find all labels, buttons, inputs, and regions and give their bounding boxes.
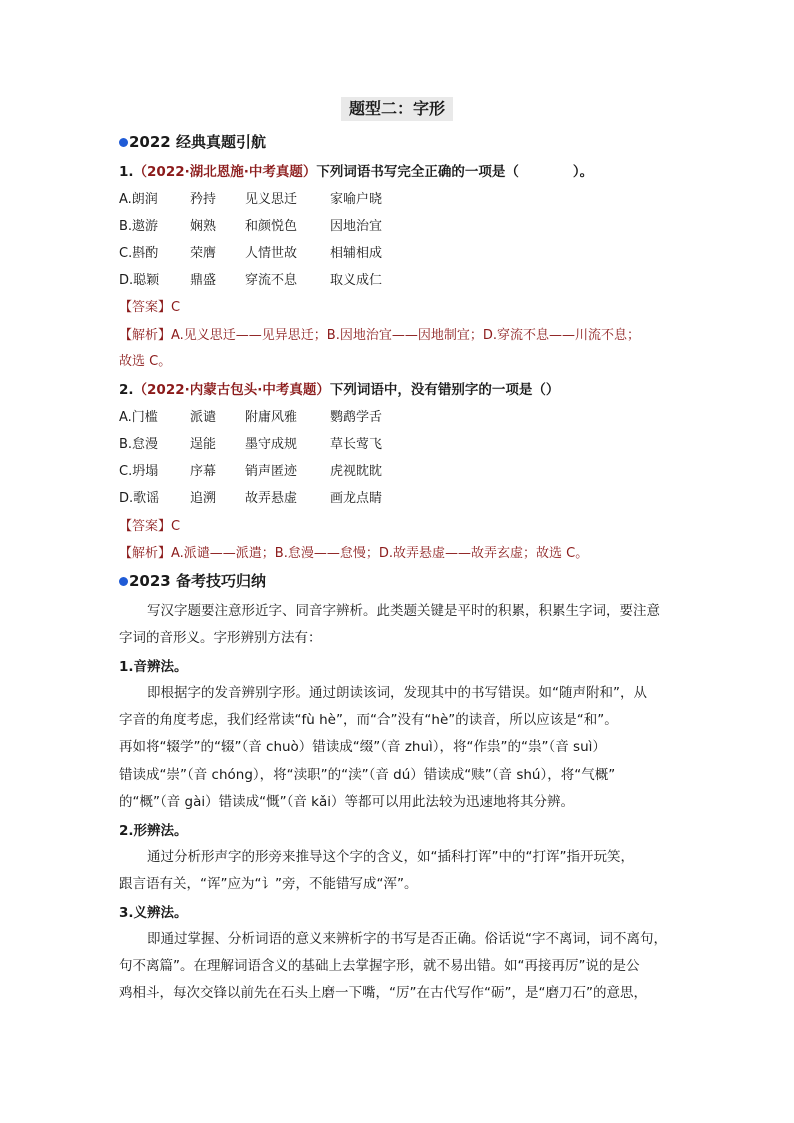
section-heading-tips <box>119 570 266 592</box>
option-cell: D.聪颖 <box>119 273 160 288</box>
section-heading-classic-questions <box>119 131 266 153</box>
paragraph-line: 鸡相斗，每次交锋以前先在石头上磨一下嘴，“厉”在古代写作“砺”，是“磨刀石”的意思， <box>119 985 647 1002</box>
option-cell: 取义成仁 <box>330 273 383 288</box>
option-row <box>119 217 679 237</box>
paragraph-line: 字音的角度考虑，我们经常读“fù hè”，而“合”没有“hè”的读音，所以应该是“和”。 <box>119 712 618 729</box>
paragraph-line: 字词的音形义。字形辨别方法有： <box>119 630 322 647</box>
option-cell: 派谴 <box>190 410 217 425</box>
analysis-text: 【解析】A.派谴——派遣；B.怠漫——怠慢；D.故弄悬虚——故弄玄虚；故选 C。 <box>119 546 589 561</box>
answer-label: 【答案】C <box>119 519 181 534</box>
option-cell: 穿流不息 <box>245 273 298 288</box>
bullet-dot-icon <box>119 577 128 586</box>
answer-label: 【答案】C <box>119 300 181 315</box>
option-cell: 虎视眈眈 <box>330 464 383 479</box>
option-cell: 家喻户晓 <box>330 192 383 207</box>
option-cell: 相辅相成 <box>330 246 383 261</box>
question-number: 2. <box>119 382 134 398</box>
question-source: （2022·内蒙古包头·中考真题） <box>133 382 330 398</box>
method-2-paragraph <box>119 844 679 898</box>
paragraph-line: 通过分析形声字的形旁来推导这个字的含义，如“插科打诨”中的“打诨”指开玩笑， <box>147 849 634 865</box>
method-1-heading: 1.音辨法。 <box>119 659 188 675</box>
bullet-dot-icon <box>119 138 128 147</box>
question-text: 下列词语中，没有错别字的一项是（） <box>329 382 560 398</box>
option-cell: 序幕 <box>190 464 217 479</box>
paragraph-line: 句不离篇”。在理解词语含义的基础上去掌握字形，就不易出错。如“再接再厉”说的是公 <box>119 958 640 975</box>
question-1-stem <box>119 162 593 182</box>
option-cell: 画龙点睛 <box>330 491 383 506</box>
option-cell: 墨守成规 <box>245 437 298 452</box>
option-cell: 因地治宜 <box>330 219 383 234</box>
option-row <box>119 462 679 482</box>
option-cell: C.坍塌 <box>119 464 159 479</box>
paragraph-line: 即根据字的发音辨别字形。通过朗读该词，发现其中的书写错误。如“随声附和”，从 <box>147 685 647 701</box>
option-cell: B.遨游 <box>119 219 159 234</box>
option-cell: 荣膺 <box>190 246 217 261</box>
method-3-heading: 3.义辨法。 <box>119 905 188 921</box>
option-cell: 娴熟 <box>190 219 217 234</box>
question-source: （2022·湖北恩施·中考真题） <box>133 164 317 180</box>
question-text: 下列词语书写完全正确的一项是（ ）。 <box>316 164 594 180</box>
option-cell: C.斟酌 <box>119 246 159 261</box>
option-cell: 销声匿迹 <box>245 464 298 479</box>
question-number: 1. <box>119 164 134 180</box>
option-cell: A.朗润 <box>119 192 158 207</box>
option-cell: B.怠漫 <box>119 437 159 452</box>
option-cell: 鼎盛 <box>190 273 217 288</box>
option-row <box>119 271 679 291</box>
paragraph-line: 写汉字题要注意形近字、同音字辨析。此类题关键是平时的积累，积累生字词，要注意 <box>147 603 660 619</box>
option-cell: 草长莺飞 <box>330 437 383 452</box>
method-3-paragraph <box>119 926 679 1008</box>
option-row <box>119 408 679 428</box>
paragraph-line: 错读成“崇”（音 chóng），将“渎职”的“渎”（音 dú）错读成“赎”（音 shú），将“气概” <box>119 766 616 783</box>
method-2-heading: 2.形辨法。 <box>119 823 188 839</box>
option-cell: 故弄悬虚 <box>245 491 298 506</box>
option-cell: A.门槛 <box>119 410 158 425</box>
option-cell: 见义思迁 <box>245 192 298 207</box>
option-cell: 附庸风雅 <box>245 410 298 425</box>
question-2-stem <box>119 380 559 400</box>
analysis-text: 【解析】A.见义思迁——见异思迁；B.因地治宜——因地制宜；D.穿流不息——川流不息； <box>119 328 640 343</box>
section-heading-text: 2022 经典真题引航 <box>129 133 266 151</box>
option-row <box>119 489 679 509</box>
option-cell: D.歌谣 <box>119 491 160 506</box>
option-row <box>119 244 679 264</box>
paragraph-line: 跟言语有关，“诨”应为“讠”旁，不能错写成“浑”。 <box>119 876 418 893</box>
option-cell: 逞能 <box>190 437 217 452</box>
option-cell: 追溯 <box>190 491 217 506</box>
method-1-paragraph <box>119 680 679 816</box>
option-cell: 人情世故 <box>245 246 298 261</box>
option-row <box>119 190 679 210</box>
page-title: 题型二：字形 <box>341 97 453 121</box>
analysis-text: 故选 C。 <box>119 354 172 369</box>
paragraph-line: 的“概”（音 gài）错读成“慨”（音 kǎi）等都可以用此法较为迅速地将其分辨。 <box>119 793 574 810</box>
option-row <box>119 435 679 455</box>
option-cell: 矜持 <box>190 192 217 207</box>
intro-paragraph <box>119 598 679 652</box>
option-cell: 和颜悦色 <box>245 219 298 234</box>
section-heading-text: 2023 备考技巧归纳 <box>129 572 266 590</box>
paragraph-line: 再如将“辍学”的“辍”（音 chuò）错读成“缀”（音 zhuì），将“作祟”的“祟”（音 suì） <box>119 739 606 756</box>
option-cell: 鹦鹉学舌 <box>330 410 383 425</box>
paragraph-line: 即通过掌握、分析词语的意义来辨析字的书写是否正确。俗话说“字不离词，词不离句， <box>147 931 667 947</box>
